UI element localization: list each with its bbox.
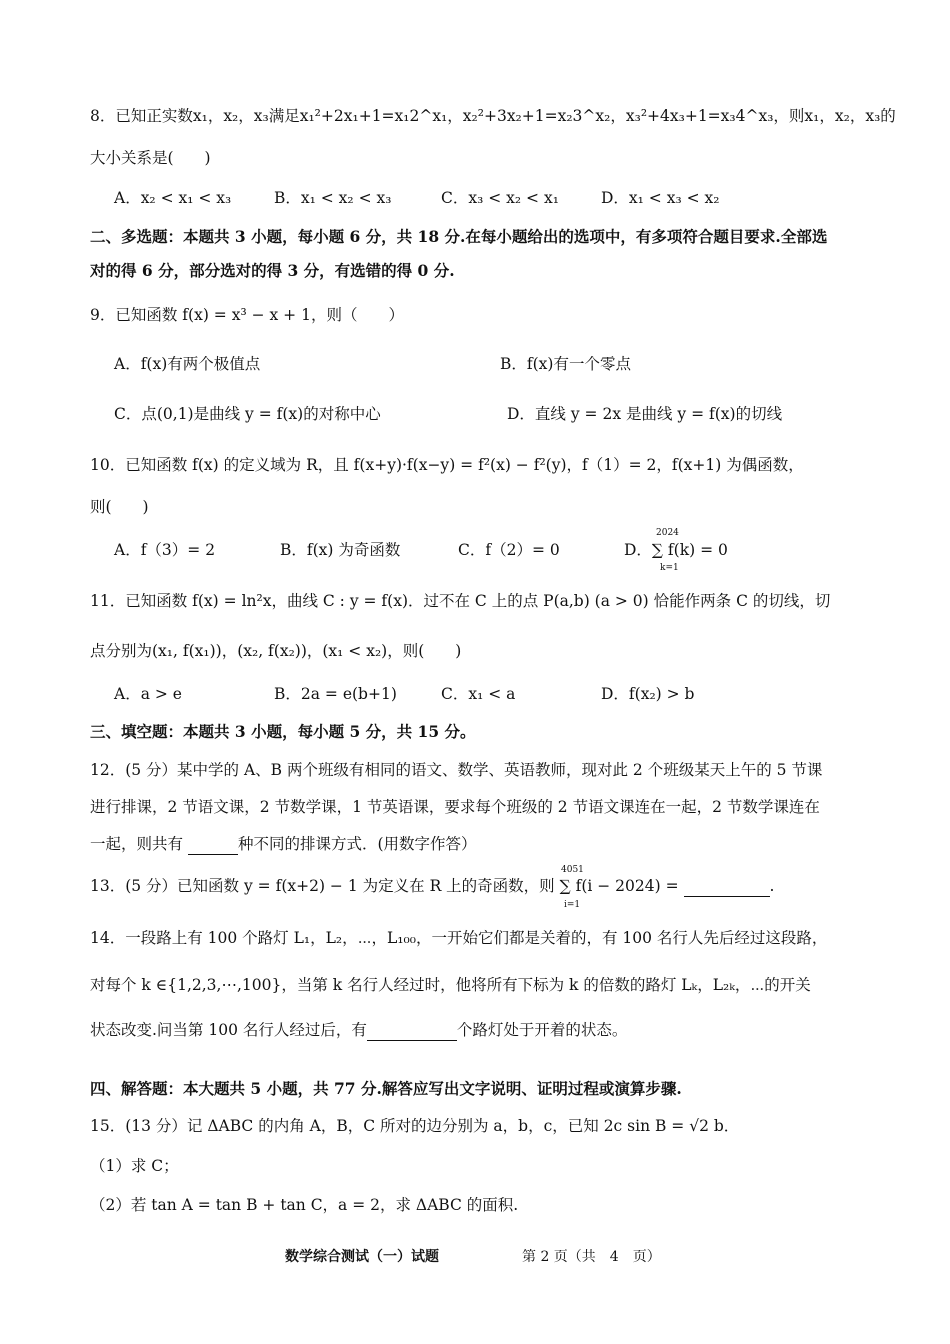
q14-line3-post: 个路灯处于开着的状态。 — [456, 1021, 628, 1039]
q12-line3-post: 种不同的排课方式．(用数字作答） — [237, 835, 477, 853]
q8-line1: 8．已知正实数x₁，x₂，x₃满足x₁²+2x₁+1=x₁2^x₁，x₂²+3x₂+1=x₂3^x₂，x₃²+4x₃+1=x₃4^x₃，则x₁，x₂，x₃的 — [90, 107, 896, 125]
q14-line2: 对每个 k ∈{1,2,3,⋯,100}，当第 k 名行人经过时，他将所有下标为 k 的倍数的路灯 Lₖ，L₂ₖ，⋯的开关 — [90, 976, 811, 994]
q13-answer-blank[interactable] — [684, 876, 770, 897]
section2-heading-line1: 二、多选题：本题共 3 小题，每小题 6 分，共 18 分.在每小题给出的选项中，有多项符合题目要求.全部选 — [90, 227, 828, 246]
q9-stem: 9．已知函数 f(x) = x³ − x + 1，则（ ） — [90, 306, 404, 324]
q9-option-a: A．f(x)有两个极值点 — [114, 355, 261, 373]
q10-option-d: D．∑ f(k) = 0 — [624, 541, 728, 559]
q11-option-b: B．2a = e(b+1) — [274, 685, 397, 703]
q10-line2: 则( ) — [90, 498, 149, 516]
q12-line3-pre: 一起，则共有 — [90, 835, 188, 853]
q13-post: . — [769, 877, 775, 895]
q10-option-b: B．f(x) 为奇函数 — [280, 541, 401, 559]
q8-option-a: A．x₂ < x₁ < x₃ — [114, 189, 232, 207]
q15-stem: 15．(13 分）记 ΔABC 的内角 A，B，C 所对的边分别为 a，b，c，已知 2c sin B = √2 b． — [90, 1117, 740, 1135]
q12-line2: 进行排课，2 节语文课，2 节数学课，1 节英语课，要求每个班级的 2 节语文课连在一起，2 节数学课连在 — [90, 798, 820, 816]
q13-pre: 13．(5 分）已知函数 y = f(x+2) − 1 为定义在 R 上的奇函数，则 ∑ f(i − 2024) = — [90, 877, 684, 895]
footer-page-number: 第 2 页（共 4 页） — [522, 1249, 661, 1265]
q9-option-d: D．直线 y = 2x 是曲线 y = f(x)的切线 — [507, 405, 783, 423]
q11-option-d: D．f(x₂) > b — [601, 685, 695, 703]
q9-option-c: C．点(0,1)是曲线 y = f(x)的对称中心 — [114, 405, 381, 423]
section2-heading-line2: 对的得 6 分，部分选对的得 3 分，有选错的得 0 分. — [90, 261, 455, 280]
section3-heading: 三、填空题：本题共 3 小题，每小题 5 分，共 15 分。 — [90, 722, 476, 741]
q12-line1: 12．(5 分）某中学的 A、B 两个班级有相同的语文、数学、英语教师，现对此 2 个班级某天上午的 5 节课 — [90, 761, 823, 779]
q11-line2: 点分别为(x₁, f(x₁))，(x₂, f(x₂))，(x₁ < x₂)，则( ) — [90, 642, 462, 660]
q8-option-d: D．x₁ < x₃ < x₂ — [601, 189, 720, 207]
q10-option-c: C．f（2）= 0 — [458, 541, 560, 559]
q10-option-a: A．f（3）= 2 — [114, 541, 216, 559]
q15-part1: （1）求 C； — [90, 1157, 179, 1175]
q8-option-c: C．x₃ < x₂ < x₁ — [441, 189, 559, 207]
q8-line2: 大小关系是( ) — [90, 149, 211, 167]
q14-answer-blank[interactable] — [367, 1020, 457, 1041]
q11-stem: 11．已知函数 f(x) = ln²x，曲线 C : y = f(x)．过不在 C 上的点 P(a,b) (a > 0) 恰能作两条 C 的切线，切 — [90, 592, 831, 610]
q13-line — [90, 876, 774, 897]
q8-option-b: B．x₁ < x₂ < x₃ — [274, 189, 392, 207]
q11-option-a: A．a > e — [114, 685, 182, 703]
section4-heading: 四、解答题：本大题共 5 小题，共 77 分.解答应写出文字说明、证明过程或演算步骤. — [90, 1079, 682, 1098]
q11-option-c: C．x₁ < a — [441, 685, 516, 703]
q13-sum-upper: 4051 — [561, 865, 584, 875]
q10-sum-lower: k=1 — [660, 563, 679, 573]
q15-part2: （2）若 tan A = tan B + tan C，a = 2，求 ΔABC 的面积. — [90, 1196, 519, 1214]
q9-option-b: B．f(x)有一个零点 — [500, 355, 631, 373]
q10-stem: 10．已知函数 f(x) 的定义域为 R，且 f(x+y)·f(x−y) = f²(x) − f²(y)，f（1）= 2，f(x+1) 为偶函数， — [90, 456, 804, 474]
q14-line3 — [90, 1020, 627, 1041]
q12-answer-blank[interactable] — [188, 834, 238, 855]
q14-line1: 14．一段路上有 100 个路灯 L₁，L₂，⋯，L₁₀₀，一开始它们都是关着的，有 100 名行人先后经过这段路， — [90, 929, 828, 947]
q10-sum-upper: 2024 — [656, 528, 679, 538]
q12-line3 — [90, 834, 477, 855]
q14-line3-pre: 状态改变.问当第 100 名行人经过后，有 — [90, 1021, 367, 1039]
q13-sum-lower: i=1 — [564, 900, 581, 910]
footer-title: 数学综合测试（一）试题 — [285, 1249, 439, 1265]
